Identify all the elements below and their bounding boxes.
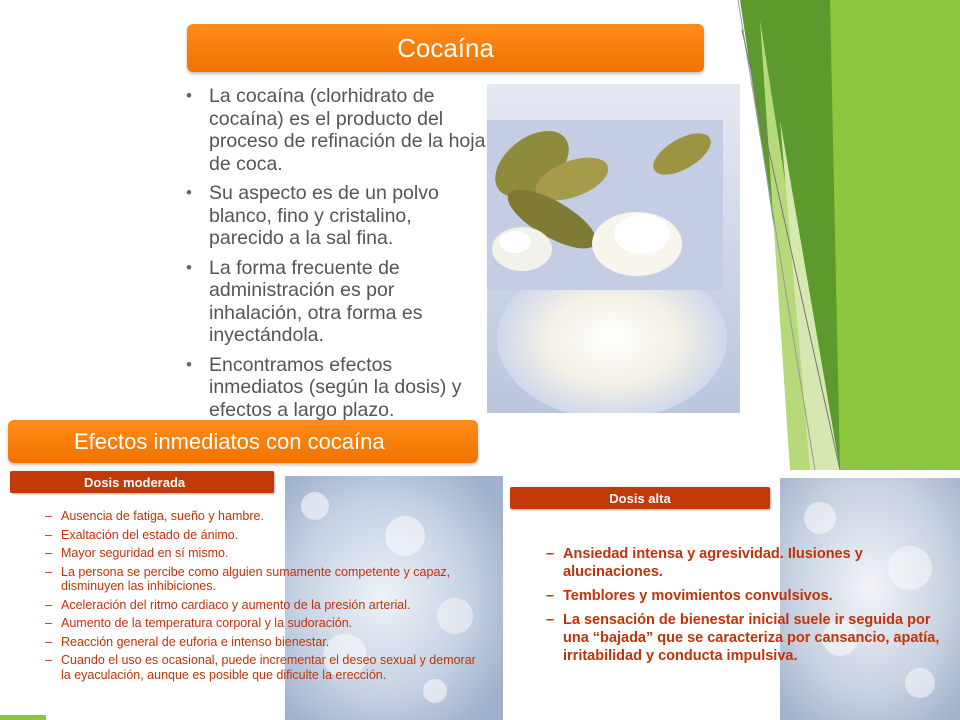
list-item-text: Aceleración del ritmo cardiaco y aumento de la presión arterial. [61, 597, 411, 612]
list-item [546, 545, 946, 581]
list-item [546, 587, 946, 605]
bullet-text: La cocaína (clorhidrato de cocaína) es el producto del proceso de refinación de la hoja de coca. [209, 85, 486, 175]
bullet-item [186, 354, 491, 422]
dash-marker: – [45, 564, 52, 579]
bullet-item [186, 182, 491, 250]
efectos-inmediatos-title: Efectos inmediatos con cocaína [8, 420, 478, 463]
dash-marker: – [45, 616, 52, 630]
cocaina-bullet-list [186, 85, 491, 428]
bullet-item [186, 85, 491, 175]
coca-leaves-photo [487, 84, 740, 413]
bullet-text: La forma frecuente de administración es por inhalación, otra forma es inyectándola. [209, 256, 423, 346]
list-item-text: Exaltación del estado de ánimo. [61, 527, 239, 542]
list-item [45, 616, 485, 631]
dash-marker: – [546, 546, 555, 562]
list-item-text: Mayor seguridad en sí mismo. [61, 546, 229, 560]
dosis-alta-list [546, 545, 946, 671]
list-item-text: Reacción general de euforia e intenso bienestar. [61, 634, 330, 649]
dash-marker: – [45, 527, 52, 542]
cocaina-title: Cocaína [187, 24, 704, 72]
dash-marker: – [45, 653, 52, 667]
bullet-dot: • [186, 86, 192, 105]
list-item [45, 565, 485, 594]
bullet-text: Encontramos efectos inmediatos (según la dosis) y efectos a largo plazo. [209, 353, 462, 421]
list-item [45, 509, 485, 524]
list-item [45, 635, 485, 650]
list-item [45, 546, 485, 561]
dash-marker: – [546, 612, 555, 628]
list-item [45, 653, 485, 682]
dash-marker: – [45, 509, 52, 523]
bullet-dot: • [186, 183, 192, 202]
list-item-text: La persona se percibe como alguien sumamente competente y capaz, disminuyen las inhibiciones. [61, 564, 451, 593]
green-corner-accent [0, 715, 46, 720]
dosis-alta-header: Dosis alta [510, 487, 770, 509]
list-item-text: Ansiedad intensa y agresividad. Ilusiones y alucinaciones. [563, 546, 863, 580]
dash-marker: – [45, 597, 52, 612]
dash-marker: – [45, 546, 52, 560]
list-item [45, 598, 485, 613]
bullet-dot: • [186, 257, 192, 277]
bullet-dot: • [186, 354, 192, 374]
dosis-moderada-header: Dosis moderada [10, 471, 274, 493]
list-item [45, 528, 485, 543]
list-item-text: Cuando el uso es ocasional, puede incrementar el deseo sexual y demorar la eyaculación, aunque es posible que dificulte la erección. [61, 653, 476, 682]
list-item-text: Aumento de la temperatura corporal y la sudoración. [61, 616, 353, 630]
list-item [546, 611, 946, 665]
bullet-text: Su aspecto es de un polvo blanco, fino y cristalino, parecido a la sal fina. [209, 182, 439, 249]
dosis-moderada-list [45, 509, 485, 686]
dash-marker: – [546, 588, 555, 604]
list-item-text: Ausencia de fatiga, sueño y hambre. [61, 509, 264, 523]
bullet-item [186, 257, 491, 347]
dash-marker: – [45, 634, 52, 649]
list-item-text: Temblores y movimientos convulsivos. [563, 588, 833, 604]
list-item-text: La sensación de bienestar inicial suele ir seguida por una “bajada” que se caracteriza por cansancio, apatía, irritabilidad y conducta impulsiva. [563, 612, 940, 664]
